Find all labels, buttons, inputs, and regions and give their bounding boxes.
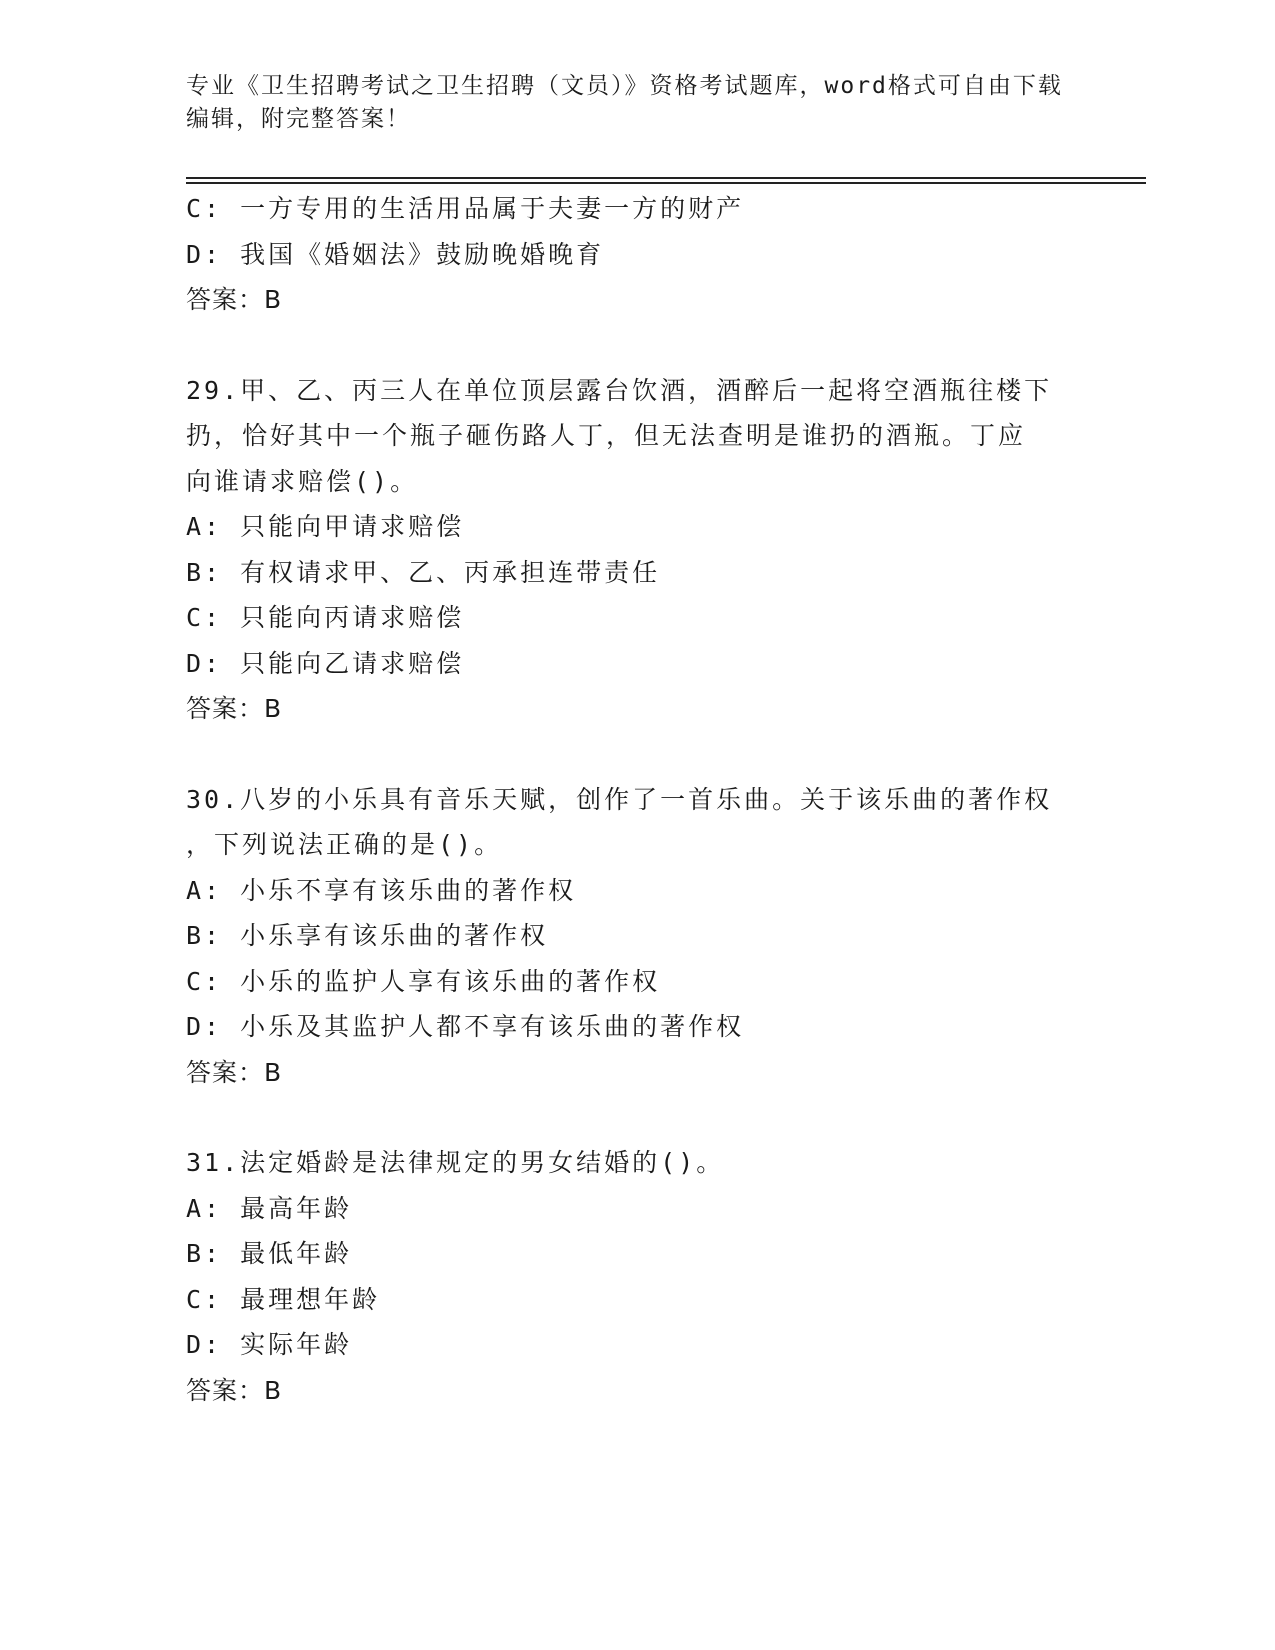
question-list xyxy=(186,186,1086,1413)
option-d: D: 实际年龄 xyxy=(186,1330,353,1359)
question-stem: 30.八岁的小乐具有音乐天赋，创作了一首乐曲。关于该乐曲的著作权 xyxy=(186,784,1053,814)
option-c: C: 最理想年龄 xyxy=(186,1284,381,1314)
answer: 答案：B xyxy=(186,285,283,314)
answer: 答案：B xyxy=(186,1057,283,1087)
option-b: B: 有权请求甲、乙、丙承担连带责任 xyxy=(186,557,661,587)
spacer xyxy=(186,1095,1086,1140)
option-d: D: 只能向乙请求赔偿 xyxy=(186,648,465,678)
question-stem: ，下列说法正确的是()。 xyxy=(186,830,503,859)
question-30 xyxy=(186,777,1086,1096)
option-b: B: 小乐享有该乐曲的著作权 xyxy=(186,921,549,950)
header-rule-bottom xyxy=(186,182,1146,184)
option-c: C: 小乐的监护人享有该乐曲的著作权 xyxy=(186,966,661,996)
question-stem: 29.甲、乙、丙三人在单位顶层露台饮酒，酒醉后一起将空酒瓶往楼下 xyxy=(186,375,1053,405)
question-29 xyxy=(186,368,1086,732)
question-stem: 向谁请求赔偿()。 xyxy=(186,466,419,496)
option-c: C: 只能向丙请求赔偿 xyxy=(186,603,465,632)
option-b: B: 最低年龄 xyxy=(186,1239,353,1268)
question-31 xyxy=(186,1140,1086,1413)
question-28-tail xyxy=(186,186,1086,323)
spacer xyxy=(186,323,1086,368)
answer: 答案：B xyxy=(186,694,283,723)
header-line-1: 专业《卫生招聘考试之卫生招聘（文员）》资格考试题库，word格式可自由下载 xyxy=(186,73,1063,99)
question-stem: 扔，恰好其中一个瓶子砸伤路人丁，但无法查明是谁扔的酒瓶。丁应 xyxy=(186,421,1027,450)
option-a: A: 最高年龄 xyxy=(186,1193,353,1223)
option-d: D: 小乐及其监护人都不享有该乐曲的著作权 xyxy=(186,1012,745,1041)
option-a: A: 只能向甲请求赔偿 xyxy=(186,512,465,541)
option-c: C: 一方专用的生活用品属于夫妻一方的财产 xyxy=(186,194,745,223)
header-rule-top xyxy=(186,177,1146,179)
spacer xyxy=(186,732,1086,777)
header-line-2: 编辑，附完整答案！ xyxy=(186,106,411,132)
answer: 答案：B xyxy=(186,1375,283,1405)
question-stem: 31.法定婚龄是法律规定的男女结婚的()。 xyxy=(186,1148,725,1177)
document-header xyxy=(186,70,1066,136)
option-d: D: 我国《婚姻法》鼓励晚婚晚育 xyxy=(186,239,605,269)
option-a: A: 小乐不享有该乐曲的著作权 xyxy=(186,875,577,905)
